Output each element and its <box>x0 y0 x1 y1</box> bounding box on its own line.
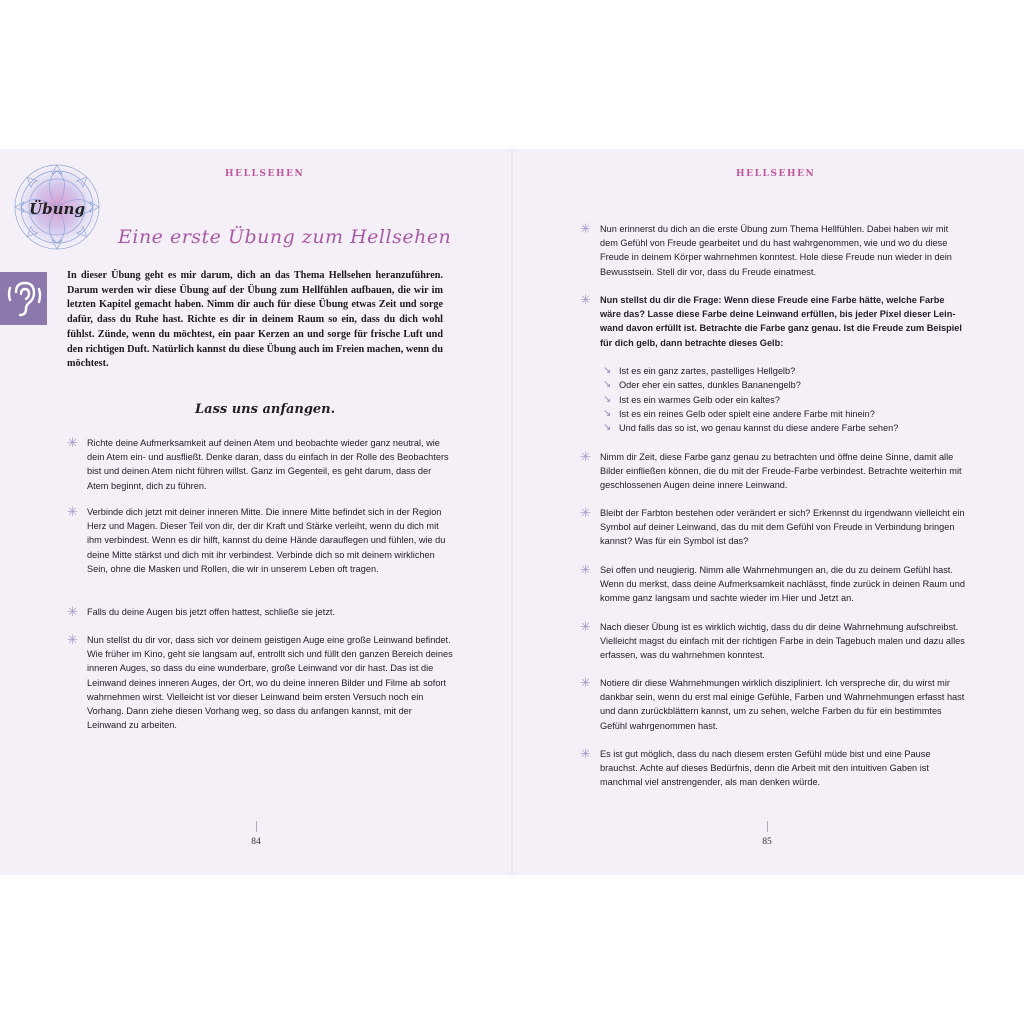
question-list <box>603 364 963 435</box>
question-item: ↘ Ist es ein ganz zartes, pastelliges Hellgelb? <box>603 365 796 376</box>
asterisk-flower-icon: ✳ <box>67 504 78 519</box>
list-item: ✳ Sei offen und neugierig. Nimm alle Wahrnehmungen an, die du zu deinem Gefühl hast. Wenn du merkst, dass deine Aufmerksamkeit nachlässt, finde zurück in deinen Raum und komme ganz langsam und sachte wieder im Hier und Jetzt an. <box>580 562 965 604</box>
asterisk-flower-icon: ✳ <box>580 292 591 307</box>
list-item: ✳ Es ist gut möglich, dass du nach diesem ersten Gefühl müde bist und eine Pause brauchst. Achte auf dieses Bedürfnis, denn die Arbeit mit den intuitiven Gaben ist manchmal viel anstrengender, als man denken würde. <box>580 746 931 788</box>
asterisk-flower-icon: ✳ <box>580 449 591 464</box>
running-head-left: HELLSEHEN <box>225 169 305 179</box>
question-item: ↘ Ist es ein reines Gelb oder spielt eine andere Farbe mit hinein? <box>603 407 875 419</box>
list-item: ✳ Nach dieser Übung ist es wirklich wichtig, dass du dir deine Wahrnehmung aufschreibst. Vielleicht magst du einfach mit der richtigen Farbe in dein Tagebuch malen und dazu alles erfassen, was du wahrnehmen konntest. <box>580 619 965 661</box>
question-item: ↘ Und falls das so ist, wo genau kannst du diese andere Farbe sehen? <box>603 422 899 434</box>
arrow-down-right-icon: ↘ <box>603 365 612 376</box>
question-item: ↘ Ist es ein warmes Gelb oder ein kaltes? <box>603 393 780 405</box>
page-number-right: 85 <box>762 837 772 847</box>
book-spread <box>0 149 1024 875</box>
page-number-rule <box>256 821 257 832</box>
chapter-tab <box>0 272 47 325</box>
page-number-rule <box>767 821 768 832</box>
arrow-down-right-icon: ↘ <box>603 422 612 434</box>
list-item: ✳ Notiere dir diese Wahrnehmungen wirklich diszipliniert. Ich verspreche dir, du wirst mir dankbar sein, wenn du erst mal einige Gefühle, Farben und Wahrnehmungen erfasst hast und dann zurückblättern kannst, um zu sehen, welche Farben du für ein bestimmtes Gefühl wahrgenommen hast. <box>580 675 965 731</box>
arrow-down-right-icon: ↘ <box>603 393 612 405</box>
asterisk-flower-icon: ✳ <box>580 746 591 761</box>
asterisk-flower-icon: ✳ <box>580 619 591 634</box>
subheading: Lass uns anfangen. <box>195 402 336 417</box>
list-item: ✳ Nimm dir Zeit, diese Farbe ganz genau zu betrachten und öffne deine Sinne, damit alle Bilder einfließen können, die du mit der Freude-Farbe verbindest. Betrachte weiterhin mit geschlossenen Augen deine innere Leinwand. <box>580 449 962 491</box>
asterisk-flower-icon: ✳ <box>580 505 591 520</box>
intro-paragraph: In dieser Übung geht es mir darum, dich an das Thema Hellsehen heranzuführen. Darum werden wir diese Übung auf der Übung zum Hellfühlen aufbauen, die wir im letzten Kapitel gemacht haben. Nimm dir auch für diese Übung etwas Zeit und sorge dafür, dass du Ruhe hast. Richte es dir in deinem Raum so ein, dass du dich wohl fühlst. Zünde, wenn du möchtest, ein paar Kerzen an und sorge für frische Luft und den richtigen Duft. Natürlich kannst du diese Übung auch im Freien machen, wenn du möchtest. <box>67 270 443 370</box>
exercise-badge <box>12 162 102 252</box>
asterisk-flower-icon: ✳ <box>67 604 78 619</box>
list-item: ✳ Bleibt der Farbton bestehen oder verändert er sich? Erkennst du irgendwann vielleicht ein Symbol auf deiner Leinwand, das du mit dem Gefühl von Freude in Verbindung bringen kannst? Was für ein Symbol ist das? <box>580 505 965 547</box>
list-item: ✳ Nun erinnerst du dich an die erste Übung zum Thema Hellfühlen. Dabei haben wir mit dem Gefühl von Freude gearbeitet und du hast wahrgenommen, wie und wo du diese Freude in deinem Körper wahrnehmen konntest. Hole diese Freude nun wieder in dein Bewusstsein. Stell dir vor, dass du Freude einatmest. <box>580 221 952 277</box>
asterisk-flower-icon: ✳ <box>67 435 78 450</box>
list-item-emphasis: ✳ Nun stellst du dir die Frage: Wenn diese Freude eine Farbe hätte, welche Farbe wäre das? Lasse diese Farbe deine Leinwand erfüllen, bis jeder Pixel dieser Leinwand davon erfüllt ist. Betrachte die Farbe ganz genau. Ist die Freude zum Beispiel für dich gelb, dann betrachte dieses Gelb: <box>580 292 962 348</box>
badge-label: Übung <box>29 200 85 218</box>
question-item: ↘ Oder eher ein sattes, dunkles Bananengelb? <box>603 379 801 391</box>
arrow-down-right-icon: ↘ <box>603 407 612 419</box>
asterisk-flower-icon: ✳ <box>67 632 78 647</box>
asterisk-flower-icon: ✳ <box>580 675 591 690</box>
list-item: ✳ Verbinde dich jetzt mit deiner inneren Mitte. Die innere Mitte befindet sich in der Region Herz und Magen. Dieser Teil von dir, der dir Kraft und Stärke verleiht, wenn du dich mit ihm verbindest. Wenn es dir hilft, kannst du deine Hände darauflegen und fühlen, wie du deine Mitte stärkst und dich mit ihr verbindest. Verbinde dich so mit deinem wirklichen Sein, ohne die Masken und Rollen, die wir in unserem Leben oft tragen. <box>67 504 446 574</box>
arrow-down-right-icon: ↘ <box>603 379 612 391</box>
asterisk-flower-icon: ✳ <box>580 221 591 236</box>
running-head-right: HELLSEHEN <box>736 169 816 179</box>
asterisk-flower-icon: ✳ <box>580 562 591 577</box>
list-item: ✳ Nun stellst du dir vor, dass sich vor deinem geistigen Auge eine große Leinwand befindet. Wie früher im Kino, geht sie langsam auf, entrollt sich und füllt den ganzen Bereich deines inneren Auges, so dass du eine wunderbare, große Leinwand vor dir hast. Das ist die Leinwand deines inneren Auges, der Ort, wo du deine inneren Bilder und Filme ab sofort wahrnehmen wirst. Vielleicht ist vor dieser Leinwand beim ersten Versuch noch ein Vorhang. Dann ziehe diesen Vorhang weg, so dass du anfangen kannst, mit der Leinwand zu arbeiten. <box>67 632 453 731</box>
page-title: Eine erste Übung zum Hellsehen <box>118 226 452 248</box>
list-item: ✳ Richte deine Aufmerksamkeit auf deinen Atem und beobachte wieder ganz neutral, wie dein Atem ein- und ausfließt. Denke daran, dass du einfach in der Rolle des Beobachters bist und deinen Atem nicht führen willst. Ganz im Gegenteil, es geht darum, dass der Atem beginnt, dich zu führen. <box>67 435 449 491</box>
ear-icon <box>0 272 47 325</box>
list-item: ✳ Falls du deine Augen bis jetzt offen hattest, schließe sie jetzt. <box>67 604 336 619</box>
page-number-left: 84 <box>251 837 261 847</box>
